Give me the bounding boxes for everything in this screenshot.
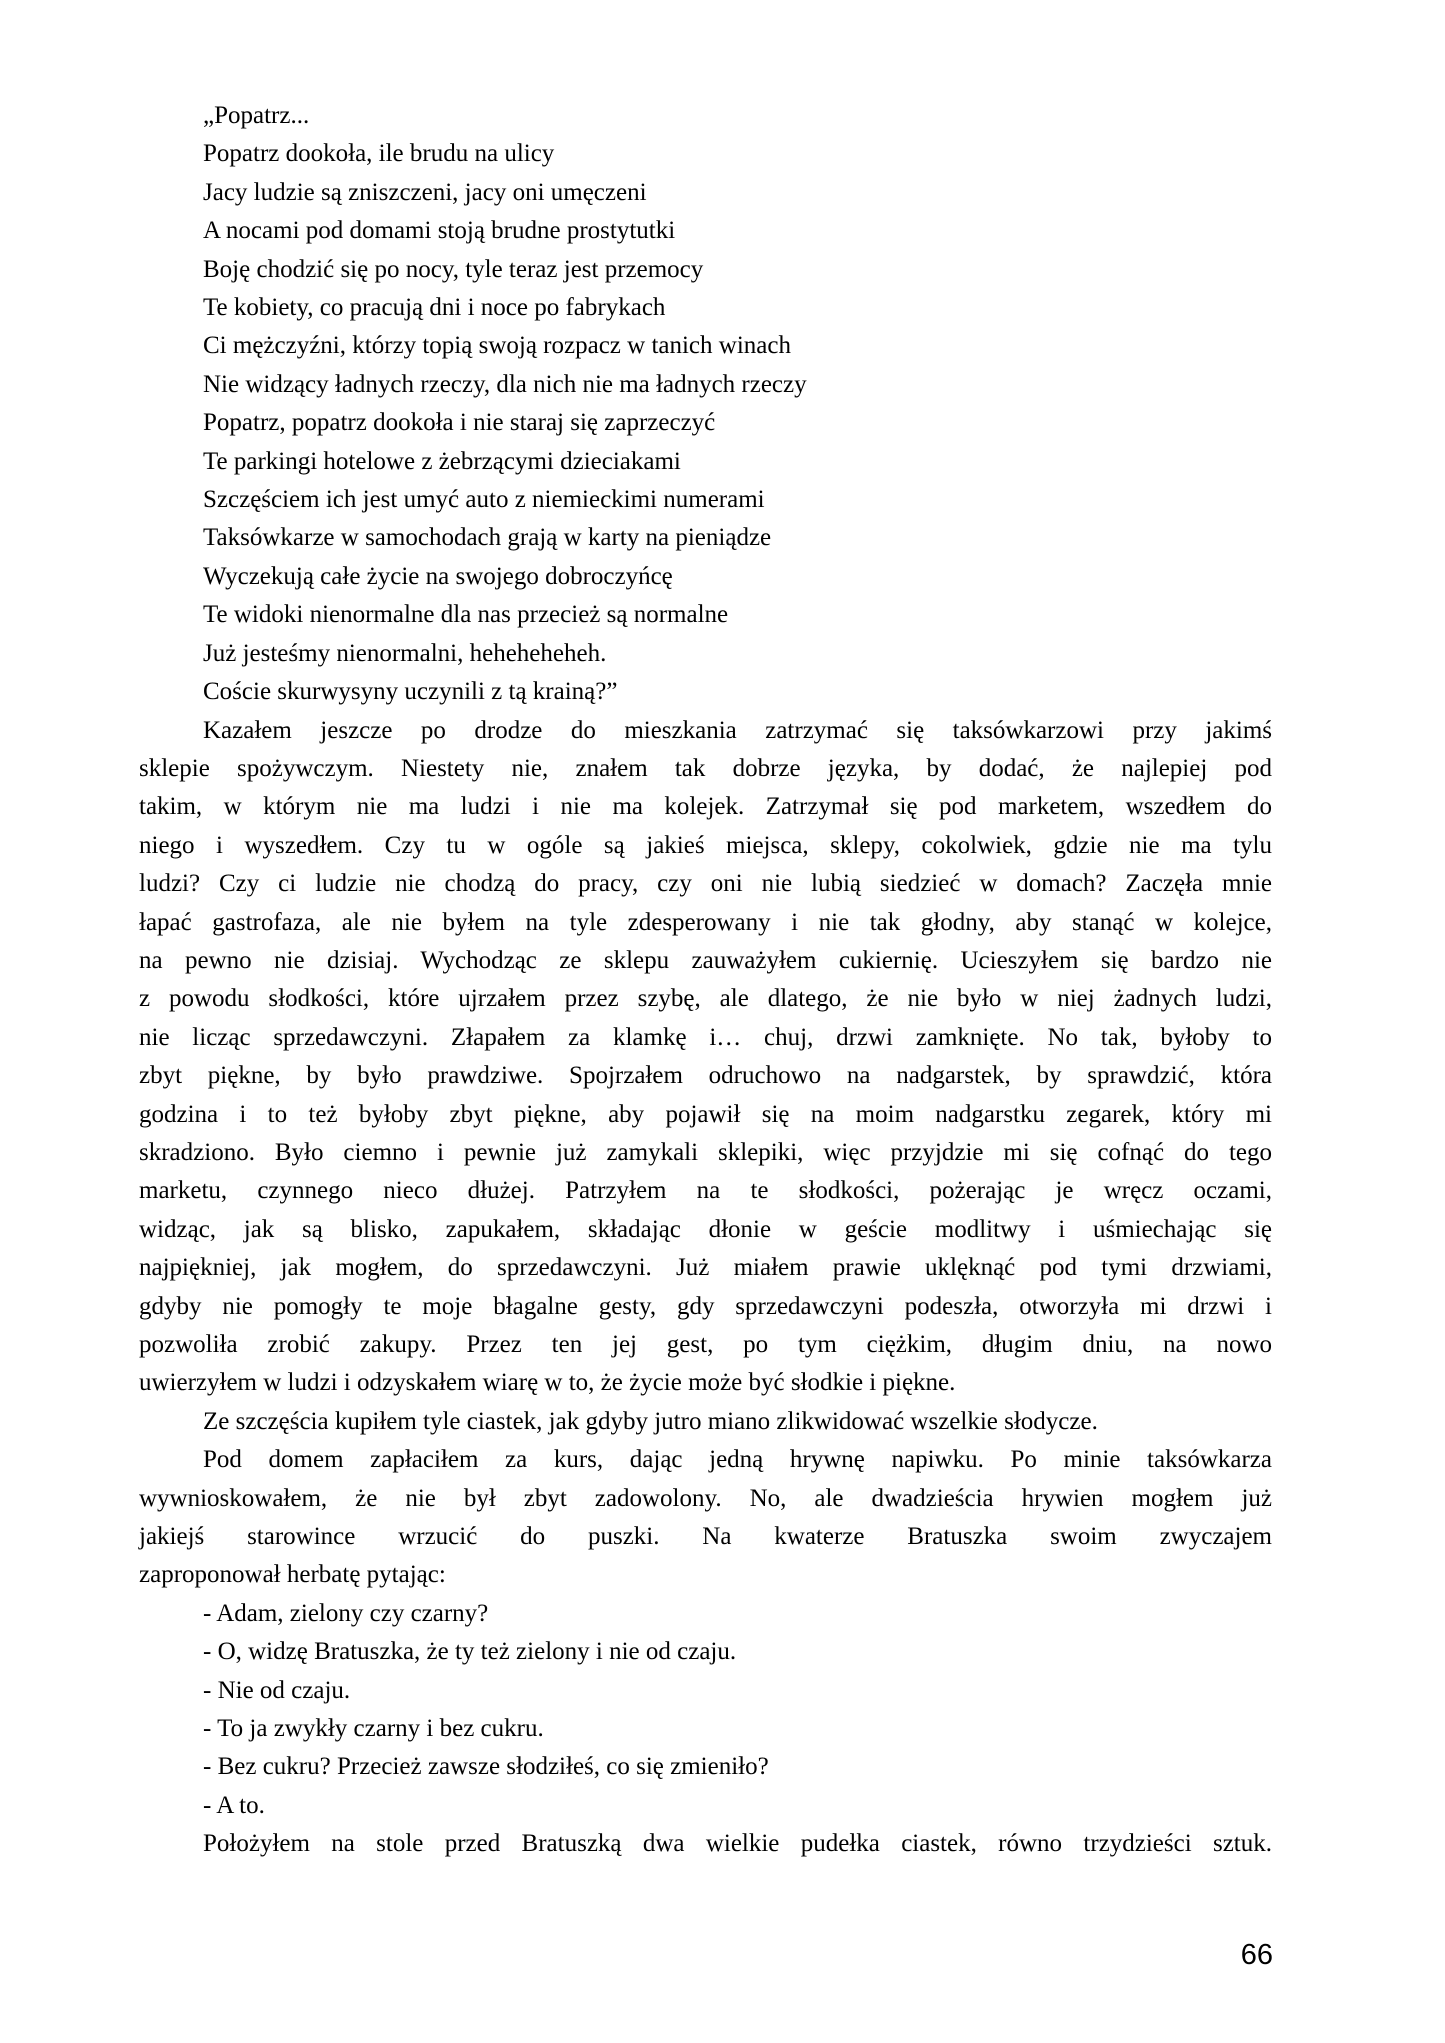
text-line: sklepie spożywczym. Niestety nie, znałem tak dobrze języka, by dodać, że najlepiej pod	[139, 754, 1272, 782]
text-line: łapać gastrofaza, ale nie byłem na tyle zdesperowany i nie tak głodny, aby stanąć w kolejce,	[139, 908, 1272, 936]
text-line: wywnioskowałem, że nie był zbyt zadowolony. No, ale dwadzieścia hrywien mogłem już	[139, 1484, 1272, 1512]
text-line: Te widoki nienormalne dla nas przecież są normalne	[203, 601, 729, 629]
page-number: 66	[1240, 1939, 1273, 1971]
text-line: niego i wyszedłem. Czy tu w ogóle są jakieś miejsca, sklepy, cokolwiek, gdzie nie ma tylu	[139, 831, 1272, 859]
text-line: Kazałem jeszcze po drodze do mieszkania zatrzymać się taksówkarzowi przy jakimś	[203, 716, 1272, 744]
text-line: zaproponował herbatę pytając:	[139, 1561, 446, 1589]
text-line: Już jesteśmy nienormalni, heheheheheh.	[203, 639, 607, 667]
verse-block	[139, 97, 1272, 712]
text-line: na pewno nie dzisiaj. Wychodząc ze sklepu zauważyłem cukiernię. Ucieszyłem się bardzo nie	[139, 946, 1272, 974]
text-line: Te parkingi hotelowe z żebrzącymi dzieciakami	[203, 447, 681, 475]
text-line: ludzi? Czy ci ludzie nie chodzą do pracy, czy oni nie lubią siedzieć w domach? Zaczęła mnie	[139, 870, 1272, 898]
text-line: skradziono. Było ciemno i pewnie już zamykali sklepiki, więc przyjdzie mi się cofnąć do tego	[139, 1138, 1272, 1166]
text-line: godzina i to też byłoby zbyt piękne, aby pojawił się na moim nadgarstku zegarek, który mi	[139, 1100, 1272, 1128]
text-line: uwierzyłem w ludzi i odzyskałem wiarę w to, że życie może być słodkie i piękne.	[139, 1369, 956, 1397]
paragraph-block	[139, 1403, 1272, 1441]
text-line: nie licząc sprzedawczyni. Złapałem za klamkę i… chuj, drzwi zamknięte. No tak, byłoby to	[139, 1023, 1272, 1051]
text-line: Coście skurwysyny uczynili z tą krainą?”	[203, 678, 618, 706]
text-line: z powodu słodkości, które ujrzałem przez szybę, ale dlatego, że nie było w niej żadnych ludzi,	[139, 985, 1272, 1013]
text-line: Taksówkarze w samochodach grają w karty na pieniądze	[203, 524, 772, 552]
text-line: - To ja zwykły czarny i bez cukru.	[203, 1715, 544, 1743]
text-line: „Popatrz...	[203, 102, 310, 129]
text-line: - Bez cukru? Przecież zawsze słodziłeś, co się zmieniło?	[203, 1753, 769, 1781]
text-line: takim, w którym nie ma ludzi i nie ma kolejek. Zatrzymał się pod marketem, wszedłem do	[139, 793, 1272, 821]
text-line: marketu, czynnego nieco dłużej. Patrzyłem na te słodkości, pożerając je wręcz oczami,	[139, 1177, 1272, 1205]
text-line: - O, widzę Bratuszka, że ty też zielony i nie od czaju.	[203, 1638, 737, 1666]
text-line: - Nie od czaju.	[203, 1676, 351, 1704]
text-line: Nie widzący ładnych rzeczy, dla nich nie ma ładnych rzeczy	[203, 370, 807, 398]
text-line: gdyby nie pomogły te moje błagalne gesty, gdy sprzedawczyni podeszła, otworzyła mi drzwi i	[139, 1292, 1272, 1320]
text-line: Te kobiety, co pracują dni i noce po fabrykach	[203, 294, 666, 322]
paragraph-block	[139, 1441, 1272, 1595]
text-line: Jacy ludzie są zniszczeni, jacy oni umęczeni	[203, 178, 647, 206]
text-line: - A to.	[203, 1791, 265, 1819]
text-line: najpiękniej, jak mogłem, do sprzedawczyni. Już miałem prawie uklęknąć pod tymi drzwiami,	[139, 1254, 1272, 1282]
text-line: Szczęściem ich jest umyć auto z niemieckimi numerami	[203, 486, 765, 514]
text-line: widząc, jak są blisko, zapukałem, składając dłonie w geście modlitwy i uśmiechając się	[139, 1215, 1272, 1243]
text-line: Położyłem na stole przed Bratuszką dwa wielkie pudełka ciastek, równo trzydzieści sztuk.	[203, 1830, 1272, 1858]
text-line: Boję chodzić się po nocy, tyle teraz jest przemocy	[203, 255, 704, 283]
text-line: Pod domem zapłaciłem za kurs, dając jedną hrywnę napiwku. Po minie taksówkarza	[203, 1446, 1272, 1474]
text-line: Popatrz dookoła, ile brudu na ulicy	[203, 140, 555, 168]
dialogue-block	[139, 1595, 1272, 1825]
text-line: Ze szczęścia kupiłem tyle ciastek, jak gdyby jutro miano zlikwidować wszelkie słodycze.	[203, 1407, 1098, 1435]
text-line: Ci mężczyźni, którzy topią swoją rozpacz w tanich winach	[203, 332, 791, 360]
text-line: - Adam, zielony czy czarny?	[203, 1599, 489, 1627]
paragraph-block	[139, 1825, 1272, 1863]
text-line: Popatrz, popatrz dookoła i nie staraj się zaprzeczyć	[203, 409, 716, 437]
page-content	[139, 97, 1272, 1864]
text-line: zbyt piękne, by było prawdziwe. Spojrzałem odruchowo na nadgarstek, by sprawdzić, która	[139, 1062, 1272, 1090]
paragraph-block	[139, 712, 1272, 1403]
text-line: jakiejś starowince wrzucić do puszki. Na kwaterze Bratuszka swoim zwyczajem	[139, 1523, 1272, 1551]
text-line: pozwoliła zrobić zakupy. Przez ten jej gest, po tym ciężkim, długim dniu, na nowo	[139, 1331, 1272, 1358]
text-line: A nocami pod domami stoją brudne prostytutki	[203, 217, 676, 245]
text-line: Wyczekują całe życie na swojego dobroczyńcę	[203, 562, 673, 590]
